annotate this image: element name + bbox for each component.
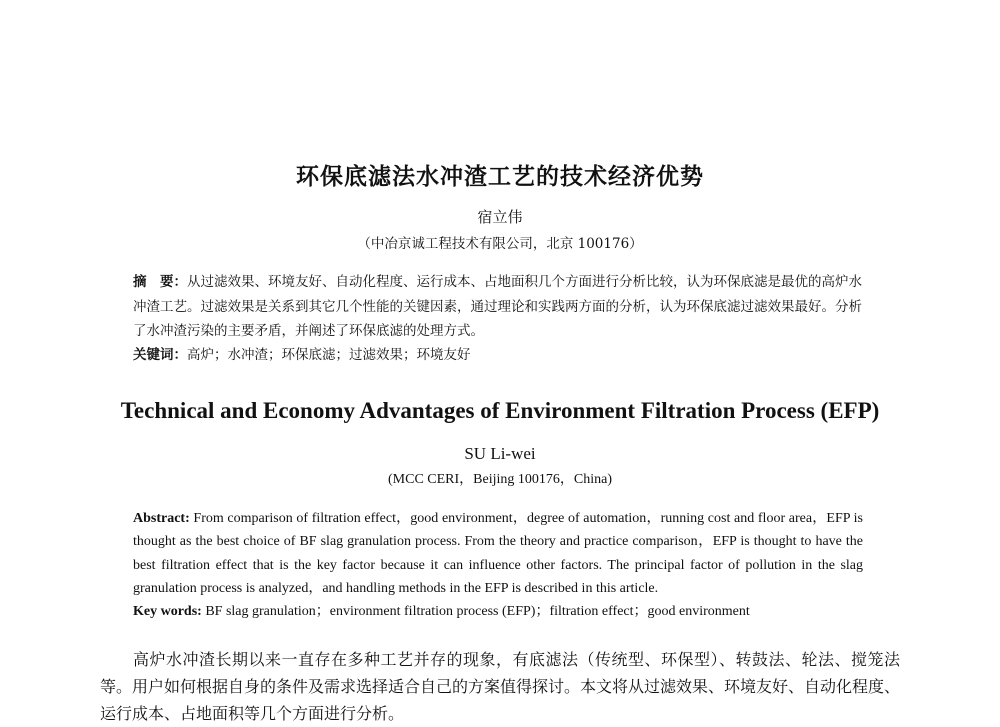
chinese-keywords xyxy=(133,343,873,363)
english-affiliation: (MCC CERI，Beijing 100176，China) xyxy=(388,472,612,487)
chinese-abstract-label: 摘 要： xyxy=(133,274,187,290)
chinese-author: 宿立伟 xyxy=(477,208,523,226)
english-author: SU Li-wei xyxy=(464,444,536,463)
english-title: Technical and Economy Advantages of Environment Filtration Process (EFP) xyxy=(120,398,880,423)
chinese-abstract xyxy=(133,270,873,344)
chinese-keywords-text: 高炉；水冲渣；环保底滤；过滤效果；环境友好 xyxy=(187,347,471,363)
chinese-title: 环保底滤法水冲渣工艺的技术经济优势 xyxy=(296,164,704,190)
english-abstract xyxy=(133,507,863,600)
english-keywords xyxy=(133,600,873,620)
english-abstract-text: From comparison of filtration effect，good environment，degree of automation，running cost and floor area，EFP is thought as the best choice of BF slag granulation process. From the theory and practice comparison，EFP is thought to have the best filtration effect that is the key factor because it can influence other factors. The principal factor of pollution in the slag granulation process is analyzed，and handling methods in the EFP is described in this article. xyxy=(133,511,863,596)
english-keywords-label: Key words: xyxy=(133,604,202,619)
body-paragraph: 高炉水冲渣长期以来一直存在多种工艺并存的现象，有底滤法（传统型、环保型）、转鼓法、轮法、搅笼法等。用户如何根据自身的条件及需求选择适合自己的方案值得探讨。本文将从过滤效果、环境友好、自动化程度、运行成本、占地面积等几个方面进行分析。 xyxy=(100,650,901,723)
english-keywords-text: BF slag granulation；environment filtration process (EFP)；filtration effect；good environment xyxy=(201,604,750,619)
chinese-affiliation: （中冶京诚工程技术有限公司，北京 100176） xyxy=(357,236,643,252)
english-abstract-label: Abstract: xyxy=(133,511,190,526)
chinese-abstract-text: 从过滤效果、环境友好、自动化程度、运行成本、占地面积几个方面进行分析比较，认为环保底滤是最优的高炉水冲渣工艺。过滤效果是关系到其它几个性能的关键因素，通过理论和实践两方面的分析，认为环保底滤过滤效果最好。分析了水冲渣污染的主要矛盾，并阐述了环保底滤的处理方式。 xyxy=(133,274,862,339)
chinese-keywords-label: 关键词： xyxy=(133,347,187,363)
